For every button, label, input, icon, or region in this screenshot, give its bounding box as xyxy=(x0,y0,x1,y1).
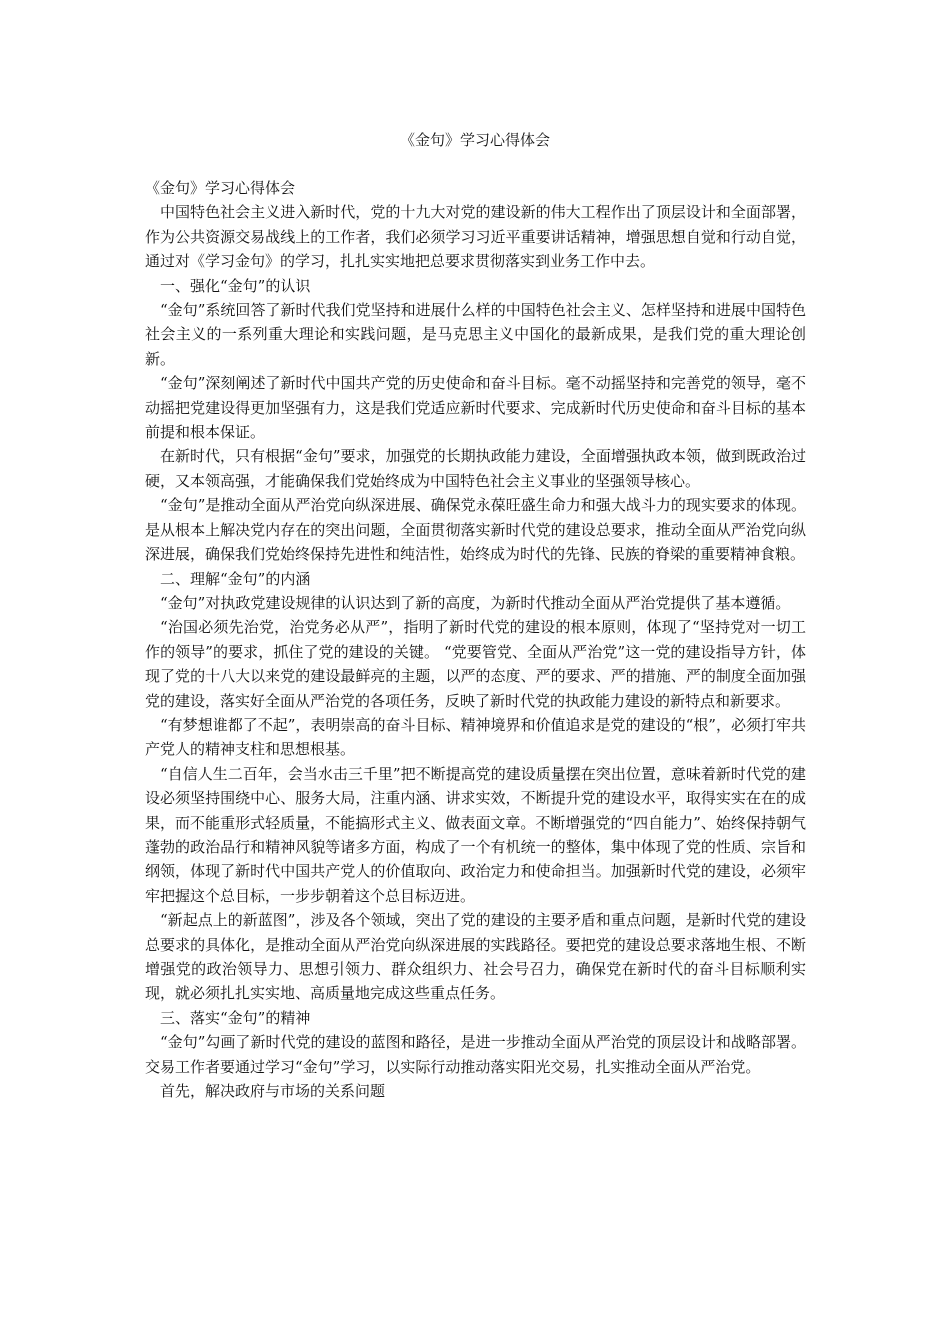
paragraph: “金句”勾画了新时代党的建设的蓝图和路径，是进一步推动全面从严治党的顶层设计和战略部署。交易工作者要通过学习“金句”学习，以实际行动推动落实阳光交易，扎实推动全面从严治党。 xyxy=(145,1033,806,1076)
section-heading-3: 三、落实“金句”的精神 xyxy=(160,1008,311,1027)
paragraph: “金句”深刻阐述了新时代中国共产党的历史使命和奋斗目标。毫不动摇坚持和完善党的领导，毫不动摇把党建设得更加坚强有力，这是我们党适应新时代要求、完成新时代历史使命和奋斗目标的基本前提和根本保证。 xyxy=(145,374,806,442)
paragraph: “金句”对执政党建设规律的认识达到了新的高度，为新时代推动全面从严治党提供了基本遵循。 xyxy=(160,593,791,612)
body-heading: 《金句》学习心得体会 xyxy=(145,179,296,197)
paragraph: 首先，解决政府与市场的关系问题 xyxy=(160,1082,386,1101)
paragraph: “有梦想谁都了不起”，表明崇高的奋斗目标、精神境界和价值追求是党的建设的“根”，必须打牢共产党人的精神支柱和思想根基。 xyxy=(145,715,806,759)
document-body xyxy=(145,176,806,1103)
paragraph: “金句”系统回答了新时代我们党坚持和进展什么样的中国特色社会主义、怎样坚持和进展中国特色社会主义的一系列重大理论和实践问题，是马克思主义中国化的最新成果，是我们党的重大理论创新。 xyxy=(145,301,806,368)
paragraph: “自信人生二百年，会当水击三千里”把不断提高党的建设质量摆在突出位置，意味着新时代党的建设必须坚持围绕中心、服务大局，注重内涵、讲求实效，不断提升党的建设水平，取得实实在在的成果，而不能重形式轻质量，不能搞形式主义、做表面文章。不断增强党的“四自能力”、始终保持朝气蓬勃的政治品行和精神风貌等诸多方面，构成了一个有机统一的整体，集中体现了党的性质、宗旨和纲领，体现了新时代中国共产党人的价值取向、政治定力和使命担当。加强新时代党的建设，必须牢牢把握这个总目标，一步步朝着这个总目标迈进。 xyxy=(145,764,806,905)
section-heading-2: 二、理解“金句”的内涵 xyxy=(160,569,311,588)
paragraph: “治国必须先治党，治党务必从严”，指明了新时代党的建设的根本原则，体现了“坚持党对一切工作的领导”的要求，抓住了党的建设的关键。 “党要管党、全面从严治党”这一党的建设指导方针，体现了党的十八大以来党的建设最鲜亮的主题，以严的态度、严的要求、严的措施、严的制度全面加强党的建设，落实好全面从严治党的各项任务，反映了新时代党的执政能力建设的新特点和新要求。 xyxy=(145,618,806,710)
paragraph: 在新时代，只有根据“金句”要求，加强党的长期执政能力建设，全面增强执政本领，做到既政治过硬，又本领高强，才能确保我们党始终成为中国特色社会主义事业的坚强领导核心。 xyxy=(145,447,806,490)
paragraph: “新起点上的新蓝图”，涉及各个领域，突出了党的建设的主要矛盾和重点问题，是新时代党的建设总要求的具体化，是推动全面从严治党向纵深进展的实践路径。要把党的建设总要求落地生根、不断增强党的政治领导力、思想引领力、群众组织力、社会号召力，确保党在新时代的奋斗目标顺利实现，就必须扎扎实实地、高质量地完成这些重点任务。 xyxy=(145,911,806,1003)
paragraph: “金句”是推动全面从严治党向纵深进展、确保党永葆旺盛生命力和强大战斗力的现实要求的体现。是从根本上解决党内存在的突出问题，全面贯彻落实新时代党的建设总要求，推动全面从严治党向纵深进展，确保我们党始终保持先进性和纯洁性，始终成为时代的先锋、民族的脊梁的重要精神食粮。 xyxy=(145,496,806,564)
section-heading-1: 一、强化“金句”的认识 xyxy=(160,276,311,295)
document-title: 《金句》学习心得体会 xyxy=(399,131,550,149)
paragraph-intro: 中国特色社会主义进入新时代，党的十九大对党的建设新的伟大工程作出了顶层设计和全面部署，作为公共资源交易战线上的工作者，我们必须学习习近平重要讲话精神，增强思想自觉和行动自觉，通过对《学习金句》的学习，扎扎实实地把总要求贯彻落实到业务工作中去。 xyxy=(145,203,806,271)
